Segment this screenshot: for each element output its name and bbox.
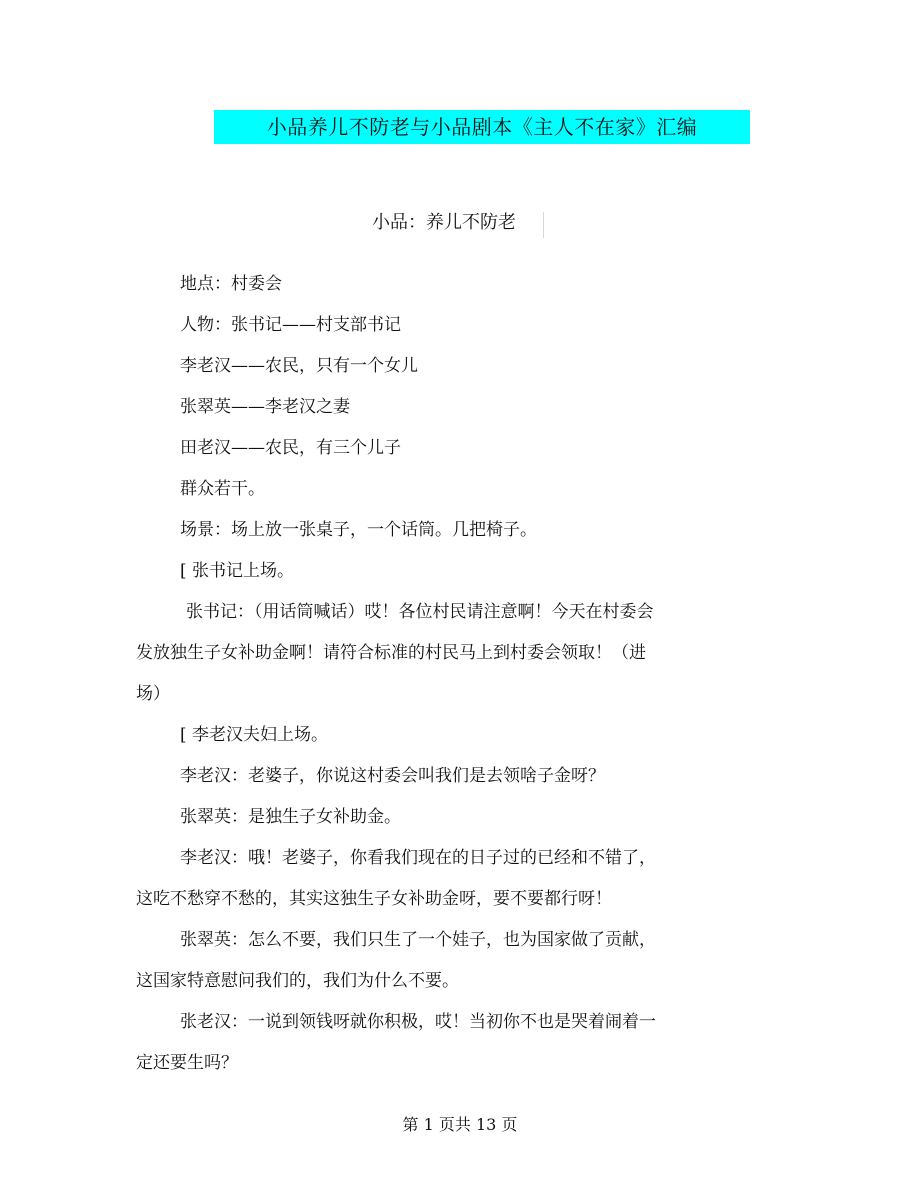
- section-title: 小品：养儿不防老: [372, 212, 516, 233]
- text-line: 李老汉：老婆子，你说这村委会叫我们是去领啥子金呀？: [180, 766, 605, 786]
- text-line: 这国家特意慰问我们的，我们为什么不要。: [136, 971, 459, 991]
- text-line: 张书记：（用话筒喊话）哎！各位村民请注意啊！今天在村委会: [186, 602, 654, 622]
- stage-direction: [ 张书记上场。: [180, 561, 295, 581]
- page-number: 第 1 页共 13 页: [402, 1115, 518, 1134]
- text-line: 这吃不愁穿不愁的，其实这独生子女补助金呀，要不要都行呀！: [136, 889, 612, 909]
- text-line: 李老汉：哦！老婆子，你看我们现在的日子过的已经和不错了，: [180, 848, 656, 868]
- text-line: 张翠英：怎么不要，我们只生了一个娃子，也为国家做了贡献，: [180, 930, 656, 950]
- text-line: 定还要生吗？: [136, 1053, 238, 1073]
- text-line: 田老汉——农民，有三个儿子: [180, 438, 401, 458]
- text-line: 人物：张书记——村支部书记: [180, 315, 401, 335]
- stage-direction: [ 李老汉夫妇上场。: [180, 725, 329, 745]
- text-line: 群众若干。: [180, 479, 265, 499]
- text-line: 发放独生子女补助金啊！请符合标准的村民马上到村委会领取！（进: [136, 643, 646, 663]
- text-line: 张老汉：一说到领钱呀就你积极，哎！当初你不也是哭着闹着一: [180, 1012, 656, 1032]
- text-line: 地点：村委会: [180, 274, 282, 294]
- document-title: 小品养儿不防老与小品剧本《主人不在家》汇编: [214, 110, 750, 144]
- text-line: 张翠英：是独生子女补助金。: [180, 807, 401, 827]
- text-line: 场景：场上放一张桌子，一个话筒。几把椅子。: [180, 520, 537, 540]
- text-line: 场）: [136, 684, 170, 704]
- text-line: 李老汉——农民，只有一个女儿: [180, 356, 418, 376]
- text-line: 张翠英——李老汉之妻: [180, 397, 350, 417]
- text-cursor: [543, 212, 544, 238]
